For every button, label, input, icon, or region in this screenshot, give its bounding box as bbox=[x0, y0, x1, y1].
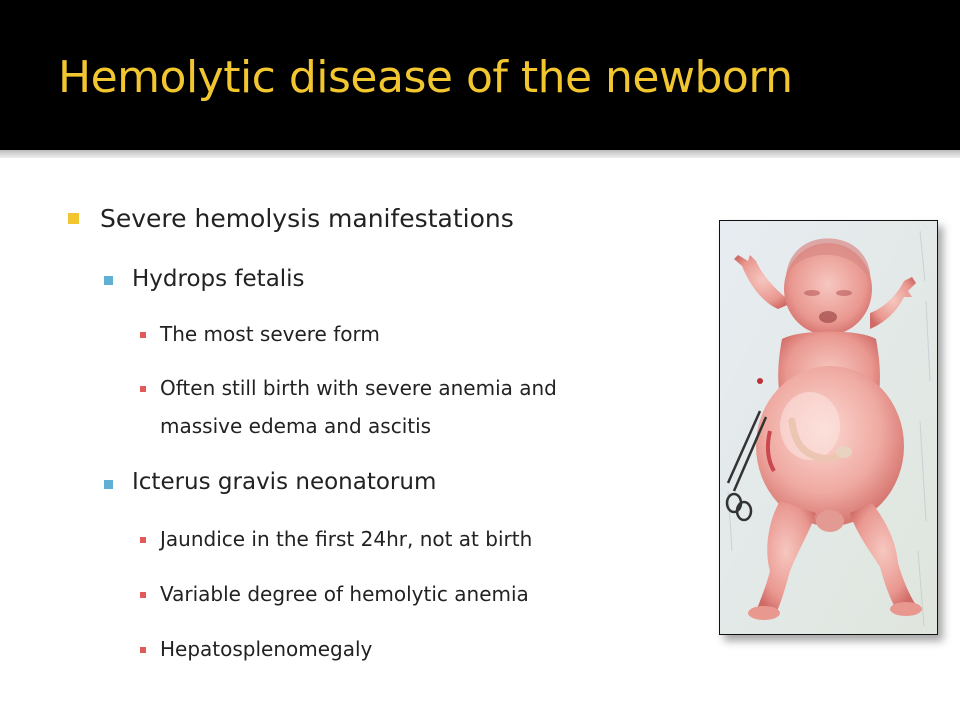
bullet-level2: Icterus gravis neonatorum bbox=[132, 469, 437, 495]
newborn-photo bbox=[719, 220, 938, 635]
bullet-marker-level2 bbox=[104, 276, 113, 285]
bullet-level3: Hepatosplenomegaly bbox=[160, 637, 373, 661]
bullet-level2: Hydrops fetalis bbox=[132, 266, 305, 292]
bullet-level3: Jaundice in the first 24hr, not at birth bbox=[160, 527, 533, 551]
title-band bbox=[0, 0, 960, 150]
slide-title: Hemolytic disease of the newborn bbox=[58, 52, 793, 103]
bullet-level3: Often still birth with severe anemia and bbox=[160, 376, 557, 400]
bullet-marker-level3 bbox=[140, 332, 146, 338]
bullet-marker-level1 bbox=[68, 213, 79, 224]
title-divider bbox=[0, 150, 960, 158]
bullet-marker-level3 bbox=[140, 537, 146, 543]
slide-body bbox=[0, 158, 960, 720]
bullet-marker-level3 bbox=[140, 592, 146, 598]
bullet-level3-continuation: massive edema and ascitis bbox=[160, 414, 432, 438]
bullet-level3: Variable degree of hemolytic anemia bbox=[160, 582, 529, 606]
bullet-level1: Severe hemolysis manifestations bbox=[100, 204, 514, 233]
bullet-list bbox=[0, 158, 700, 720]
newborn-illustration bbox=[720, 221, 937, 634]
bullet-level3: The most severe form bbox=[160, 322, 380, 346]
bullet-marker-level3 bbox=[140, 647, 146, 653]
bullet-marker-level3 bbox=[140, 386, 146, 392]
bullet-marker-level2 bbox=[104, 480, 113, 489]
